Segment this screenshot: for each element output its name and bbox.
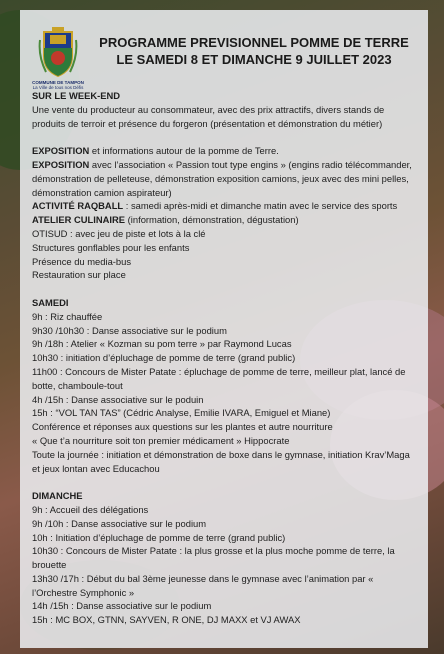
samedi-schedule-item: 9h /18h : Atelier « Kozman su pom terre » par Raymond Lucas bbox=[32, 338, 292, 350]
samedi-schedule-item: Conférence et réponses aux questions sur les plantes et autre nourriture bbox=[32, 421, 333, 433]
atelier-culinaire bbox=[32, 213, 418, 227]
exposition-1 bbox=[32, 144, 418, 158]
dimanche-schedule-item: 10h30 : Concours de Mister Patate : la plus grosse et la plus moche pomme de terre, la brouette bbox=[32, 545, 395, 571]
restauration-line: Restauration sur place bbox=[32, 269, 126, 281]
otisud-line: OTISUD : avec jeu de piste et lots à la clé bbox=[32, 227, 206, 239]
dimanche-schedule-item: 13h30 /17h : Début du bal 3ème jeunesse dans le gymnase avec l’animation par « l’Orchestre Symphonic » bbox=[32, 572, 374, 598]
logo-tagline: La Ville de tous nos Défis bbox=[32, 85, 84, 90]
exposition-2-text: avec l’association « Passion tout type engins » (engins radio télécommander, démonstration de pelleteuse, démonstration exposition camions, jeux avec des mini pelles, démonstration camion aspirateur) bbox=[32, 158, 412, 198]
coat-of-arms-icon bbox=[38, 26, 78, 80]
samedi-schedule-item: 4h /15h : Danse associative sur le poduin bbox=[32, 393, 204, 405]
title-line-1: PROGRAMME PREVISIONNEL POMME DE TERRE bbox=[99, 35, 409, 50]
samedi-schedule-item: 15h : “VOL TAN TAS” (Cédric Analyse, Emilie IVARA, Emiguel et Miane) bbox=[32, 407, 331, 419]
logo-caption: COMMUNE DE TAMPON bbox=[32, 80, 84, 85]
media-line: Présence du media-bus bbox=[32, 255, 132, 267]
samedi-schedule-item: Toute la journée : initiation et démonstration de boxe dans le gymnase, initiation Krav’Maga et jeux lontan avec Educachou bbox=[32, 448, 410, 474]
atelier-label: ATELIER CULINAIRE bbox=[32, 214, 126, 226]
section-heading-samedi: SAMEDI bbox=[32, 296, 69, 308]
activite-text: : samedi après-midi et dimanche matin avec le service des sports bbox=[123, 200, 398, 212]
dimanche-schedule-item: 15h : MC BOX, GTNN, SAYVEN, R ONE, DJ MAXX et VJ AWAX bbox=[32, 614, 301, 626]
exposition-2-label: EXPOSITION bbox=[32, 158, 90, 170]
samedi-schedule bbox=[32, 310, 418, 476]
samedi-schedule-item: « Que t’a nourriture soit ton premier médicament » Hippocrate bbox=[32, 434, 290, 446]
activite-label: ACTIVITÉ RAQBALL bbox=[32, 200, 124, 212]
tampon-logo bbox=[30, 26, 86, 100]
samedi-schedule-item: 9h : Riz chauffée bbox=[32, 310, 103, 322]
samedi-schedule-item: 10h30 : initiation d’épluchage de pomme de terre (grand public) bbox=[32, 352, 296, 364]
weekend-intro: Une vente du producteur au consommateur, avec des prix attractifs, divers stands de produits de terroir et présence du forgeron (présentation et démonstration du métier) bbox=[32, 103, 385, 129]
structures-line: Structures gonflables pour les enfants bbox=[32, 241, 190, 253]
dimanche-schedule bbox=[32, 503, 418, 627]
exposition-2 bbox=[32, 158, 418, 199]
activite-raqball bbox=[32, 199, 418, 213]
dimanche-schedule-item: 14h /15h : Danse associative sur le podium bbox=[32, 600, 212, 612]
page-title bbox=[90, 34, 418, 68]
samedi-schedule-item: 11h00 : Concours de Mister Patate : épluchage de pomme de terre, meilleur plat, lancé de botte, chamboule-tout bbox=[32, 365, 406, 391]
title-line-2: LE SAMEDI 8 ET DIMANCHE 9 JUILLET 2023 bbox=[116, 52, 392, 67]
section-heading-weekend: SUR LE WEEK-END bbox=[32, 90, 121, 101]
program-panel bbox=[20, 10, 428, 648]
atelier-text: (information, démonstration, dégustation) bbox=[125, 214, 299, 226]
exposition-1-text: et informations autour de la pomme de Terre. bbox=[89, 145, 279, 157]
program-content bbox=[32, 89, 418, 627]
dimanche-schedule-item: 9h /10h : Danse associative sur le podium bbox=[32, 517, 207, 529]
dimanche-schedule-item: 10h : Initiation d’épluchage de pomme de terre (grand public) bbox=[32, 531, 286, 543]
exposition-1-label: EXPOSITION bbox=[32, 145, 90, 157]
samedi-schedule-item: 9h30 /10h30 : Danse associative sur le podium bbox=[32, 324, 227, 336]
dimanche-schedule-item: 9h : Accueil des délégations bbox=[32, 503, 149, 515]
section-heading-dimanche: DIMANCHE bbox=[32, 490, 83, 502]
